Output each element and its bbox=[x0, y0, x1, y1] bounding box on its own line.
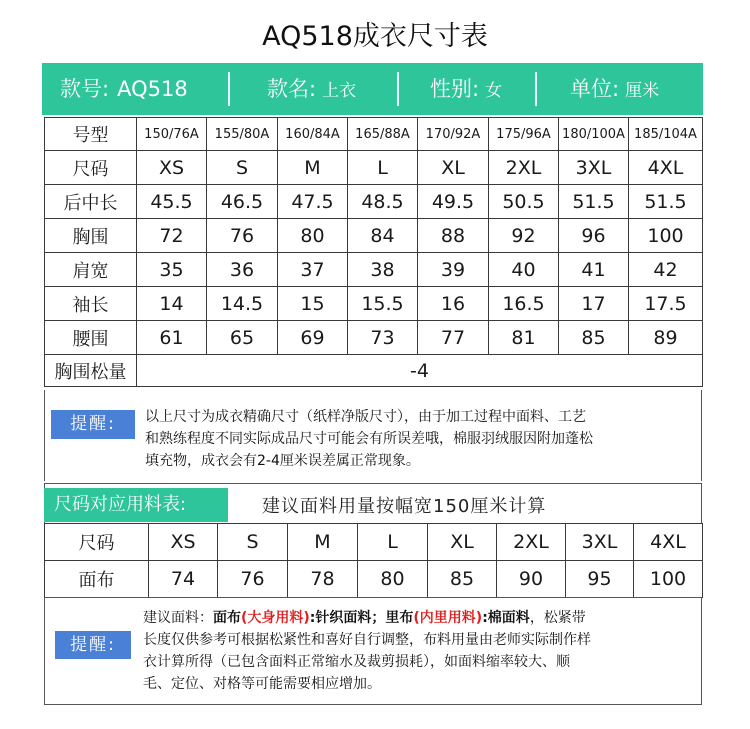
header-divider bbox=[535, 72, 537, 106]
notice-line: 和熟练程度不同实际成品尺寸可能会有所误差哦，棉服羽绒服因附加蓬松 bbox=[145, 431, 593, 447]
notice-line: 衣计算所得（已包含面料正常缩水及裁剪损耗），如面料缩率较大、顺 bbox=[143, 654, 570, 670]
value-cell: 17 bbox=[559, 287, 629, 321]
value-cell: 65 bbox=[207, 321, 278, 355]
size-cell: XS bbox=[149, 524, 218, 561]
value-cell: 46.5 bbox=[207, 185, 278, 219]
value-cell: 15.5 bbox=[348, 287, 418, 321]
style-number bbox=[60, 63, 188, 115]
value-cell: 96 bbox=[559, 219, 629, 253]
value-cell: 14.5 bbox=[207, 287, 278, 321]
spec-cell: 180/100A bbox=[559, 118, 629, 151]
row-label: 腰围 bbox=[45, 321, 137, 355]
spec-cell: 160/84A bbox=[278, 118, 348, 151]
size-cell: 4XL bbox=[629, 151, 703, 185]
chest-ease-value: -4 bbox=[137, 355, 703, 387]
row-label: 后中长 bbox=[45, 185, 137, 219]
spec-row bbox=[45, 118, 703, 151]
size-cell: M bbox=[288, 524, 358, 561]
row-label: 胸围 bbox=[45, 219, 137, 253]
usage-fabric-row bbox=[45, 561, 703, 598]
notice-line bbox=[143, 607, 701, 629]
gender-value: 女 bbox=[485, 81, 503, 101]
value-cell: 90 bbox=[497, 561, 566, 598]
notice-text-plain: ，松紧带 bbox=[529, 610, 586, 626]
value-cell: 72 bbox=[137, 219, 207, 253]
size-cell: 3XL bbox=[559, 151, 629, 185]
size-cell: S bbox=[207, 151, 278, 185]
value-cell: 92 bbox=[489, 219, 559, 253]
size-cell: M bbox=[278, 151, 348, 185]
chest-ease-row bbox=[45, 355, 703, 387]
size-cell: L bbox=[358, 524, 428, 561]
value-cell: 73 bbox=[348, 321, 418, 355]
sleeve-row bbox=[45, 287, 703, 321]
size-cell: S bbox=[218, 524, 288, 561]
style-number-value: AQ518 bbox=[117, 77, 188, 101]
notice-badge: 提醒: bbox=[55, 631, 131, 659]
spec-cell: 155/80A bbox=[207, 118, 278, 151]
value-cell: 38 bbox=[348, 253, 418, 287]
value-cell: 17.5 bbox=[629, 287, 703, 321]
gender-label: 性别: bbox=[430, 77, 480, 101]
fabric-usage-table bbox=[44, 523, 703, 598]
value-cell: 39 bbox=[418, 253, 489, 287]
row-label: 号型 bbox=[45, 118, 137, 151]
size-cell: 2XL bbox=[497, 524, 566, 561]
value-cell: 49.5 bbox=[418, 185, 489, 219]
value-cell: 74 bbox=[149, 561, 218, 598]
size-cell: XL bbox=[428, 524, 497, 561]
notice-text-bold: :针织面料；里布 bbox=[309, 610, 414, 626]
value-cell: 76 bbox=[218, 561, 288, 598]
value-cell: 89 bbox=[629, 321, 703, 355]
row-label: 胸围松量 bbox=[45, 355, 137, 387]
value-cell: 95 bbox=[566, 561, 634, 598]
notice-text bbox=[143, 607, 701, 695]
notice-badge: 提醒: bbox=[51, 410, 135, 439]
spec-cell: 165/88A bbox=[348, 118, 418, 151]
unit bbox=[570, 63, 659, 115]
value-cell: 81 bbox=[489, 321, 559, 355]
style-name bbox=[267, 63, 356, 115]
value-cell: 50.5 bbox=[489, 185, 559, 219]
back-length-row bbox=[45, 185, 703, 219]
value-cell: 100 bbox=[629, 219, 703, 253]
size-row bbox=[45, 151, 703, 185]
value-cell: 16.5 bbox=[489, 287, 559, 321]
notice-line: 填充物，成衣会有2-4厘米误差属正常现象。 bbox=[145, 453, 420, 469]
row-label: 尺码 bbox=[45, 524, 149, 561]
waist-row bbox=[45, 321, 703, 355]
value-cell: 51.5 bbox=[629, 185, 703, 219]
fabric-notice-box bbox=[44, 597, 702, 705]
value-cell: 80 bbox=[278, 219, 348, 253]
value-cell: 85 bbox=[428, 561, 497, 598]
spec-cell: 170/92A bbox=[418, 118, 489, 151]
style-name-value: 上衣 bbox=[322, 81, 357, 101]
value-cell: 14 bbox=[137, 287, 207, 321]
notice-line: 以上尺寸为成衣精确尺寸（纸样净版尺寸），由于加工过程中面料、工艺 bbox=[145, 409, 586, 425]
notice-text-highlight: (内里用料) bbox=[413, 610, 483, 626]
notice-text-bold: :棉面料 bbox=[482, 610, 530, 626]
usage-tip: 建议面料用量按幅宽150厘米计算 bbox=[262, 496, 547, 517]
page-title: AQ518成衣尺寸表 bbox=[262, 21, 488, 52]
value-cell: 76 bbox=[207, 219, 278, 253]
value-cell: 40 bbox=[489, 253, 559, 287]
unit-label: 单位: bbox=[570, 77, 620, 101]
row-label: 肩宽 bbox=[45, 253, 137, 287]
style-name-label: 款名: bbox=[267, 77, 317, 101]
value-cell: 51.5 bbox=[559, 185, 629, 219]
value-cell: 47.5 bbox=[278, 185, 348, 219]
size-table bbox=[44, 117, 703, 387]
value-cell: 61 bbox=[137, 321, 207, 355]
gender bbox=[430, 63, 502, 115]
value-cell: 80 bbox=[358, 561, 428, 598]
size-cell: XL bbox=[418, 151, 489, 185]
spec-cell: 175/96A bbox=[489, 118, 559, 151]
unit-value: 厘米 bbox=[625, 81, 660, 101]
row-label: 尺码 bbox=[45, 151, 137, 185]
value-cell: 100 bbox=[634, 561, 703, 598]
shoulder-row bbox=[45, 253, 703, 287]
usage-size-row bbox=[45, 524, 703, 561]
header-divider bbox=[228, 72, 230, 106]
spec-header-bar bbox=[42, 63, 703, 115]
value-cell: 41 bbox=[559, 253, 629, 287]
size-cell: 3XL bbox=[566, 524, 634, 561]
spec-cell: 150/76A bbox=[137, 118, 207, 151]
notice-line: 毛、定位、对格等可能需要相应增加。 bbox=[143, 676, 381, 692]
header-divider bbox=[397, 72, 399, 106]
size-cell: 2XL bbox=[489, 151, 559, 185]
value-cell: 45.5 bbox=[137, 185, 207, 219]
value-cell: 85 bbox=[559, 321, 629, 355]
value-cell: 15 bbox=[278, 287, 348, 321]
size-cell: 4XL bbox=[634, 524, 703, 561]
value-cell: 78 bbox=[288, 561, 358, 598]
value-cell: 69 bbox=[278, 321, 348, 355]
notice-text-highlight: (大身用料) bbox=[241, 610, 310, 626]
value-cell: 16 bbox=[418, 287, 489, 321]
value-cell: 35 bbox=[137, 253, 207, 287]
size-cell: L bbox=[348, 151, 418, 185]
usage-header: 尺码对应用料表: bbox=[44, 488, 228, 522]
value-cell: 36 bbox=[207, 253, 278, 287]
value-cell: 88 bbox=[418, 219, 489, 253]
spec-cell: 185/104A bbox=[629, 118, 703, 151]
notice-box bbox=[44, 390, 702, 481]
notice-text bbox=[145, 406, 701, 472]
notice-text-plain: 建议面料： bbox=[143, 610, 213, 626]
value-cell: 48.5 bbox=[348, 185, 418, 219]
value-cell: 84 bbox=[348, 219, 418, 253]
value-cell: 77 bbox=[418, 321, 489, 355]
size-cell: XS bbox=[137, 151, 207, 185]
value-cell: 37 bbox=[278, 253, 348, 287]
notice-line: 长度仅供参考可根据松紧性和喜好自行调整，布料用量由老师实际制作样 bbox=[143, 632, 591, 648]
row-label: 袖长 bbox=[45, 287, 137, 321]
value-cell: 42 bbox=[629, 253, 703, 287]
chest-row bbox=[45, 219, 703, 253]
style-number-label: 款号: bbox=[60, 77, 110, 101]
row-label: 面布 bbox=[45, 561, 149, 598]
notice-text-bold: 面布 bbox=[213, 610, 241, 626]
